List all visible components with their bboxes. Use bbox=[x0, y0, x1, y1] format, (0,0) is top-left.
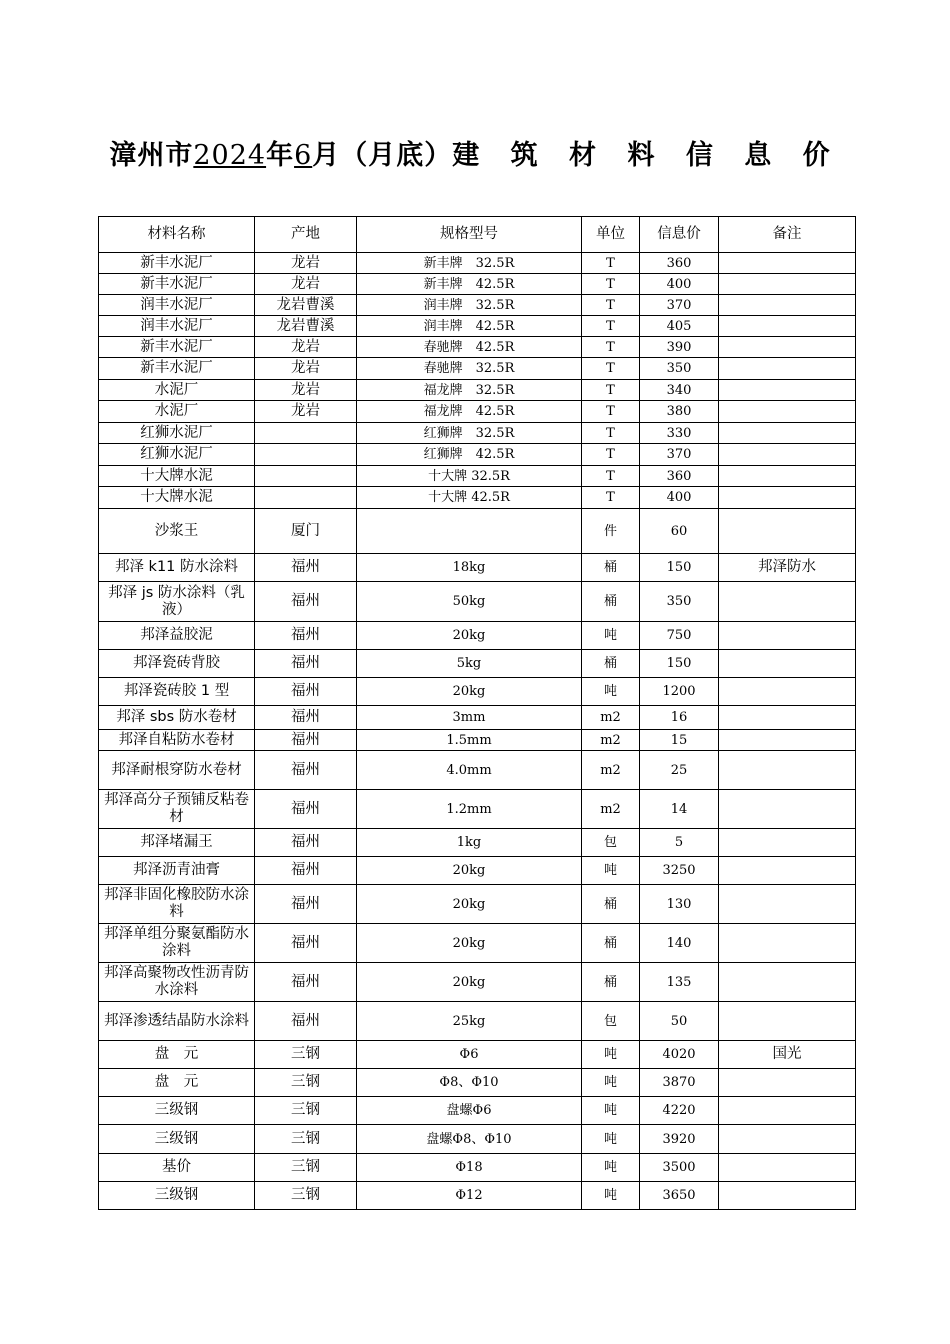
cell-unit: 吨 bbox=[582, 1041, 640, 1069]
cell-material-name: 邦泽渗透结晶防水涂料 bbox=[99, 1002, 255, 1041]
cell-unit: 吨 bbox=[582, 1125, 640, 1154]
cell-material-name: 邦泽自粘防水卷材 bbox=[99, 730, 255, 751]
cell-unit: 件 bbox=[582, 509, 640, 554]
cell-price: 370 bbox=[640, 295, 719, 316]
cell-unit: 桶 bbox=[582, 963, 640, 1002]
cell-spec: 红狮牌 42.5R bbox=[357, 444, 582, 466]
table-row bbox=[99, 1041, 856, 1069]
table-header-row bbox=[99, 217, 856, 253]
cell-price: 1200 bbox=[640, 678, 719, 706]
cell-unit: m2 bbox=[582, 790, 640, 829]
cell-origin: 福州 bbox=[255, 857, 357, 885]
cell-unit: T bbox=[582, 316, 640, 337]
cell-material-name: 盘 元 bbox=[99, 1069, 255, 1097]
cell-material-name: 新丰水泥厂 bbox=[99, 274, 255, 295]
table-row bbox=[99, 295, 856, 316]
table-row bbox=[99, 582, 856, 622]
cell-remark bbox=[719, 509, 856, 554]
header-spec: 规格型号 bbox=[357, 217, 582, 253]
cell-material-name: 邦泽高分子预铺反粘卷材 bbox=[99, 790, 255, 829]
cell-remark bbox=[719, 1125, 856, 1154]
table-row bbox=[99, 730, 856, 751]
cell-remark bbox=[719, 857, 856, 885]
cell-price: 3920 bbox=[640, 1125, 719, 1154]
cell-spec: 1.2mm bbox=[357, 790, 582, 829]
cell-material-name: 润丰水泥厂 bbox=[99, 316, 255, 337]
cell-origin: 三钢 bbox=[255, 1069, 357, 1097]
cell-spec: 新丰牌 42.5R bbox=[357, 274, 582, 295]
cell-spec: 十大牌 32.5R bbox=[357, 466, 582, 487]
cell-unit: T bbox=[582, 466, 640, 487]
table-row bbox=[99, 622, 856, 650]
cell-origin: 三钢 bbox=[255, 1097, 357, 1125]
cell-material-name: 邦泽益胶泥 bbox=[99, 622, 255, 650]
cell-material-name: 十大牌水泥 bbox=[99, 466, 255, 487]
page-title bbox=[0, 133, 950, 172]
cell-material-name: 新丰水泥厂 bbox=[99, 337, 255, 358]
cell-origin: 福州 bbox=[255, 678, 357, 706]
table-row bbox=[99, 650, 856, 678]
table-row bbox=[99, 678, 856, 706]
cell-price: 50 bbox=[640, 1002, 719, 1041]
cell-price: 405 bbox=[640, 316, 719, 337]
cell-material-name: 邦泽耐根穿防水卷材 bbox=[99, 751, 255, 790]
cell-origin bbox=[255, 487, 357, 509]
cell-unit: 包 bbox=[582, 829, 640, 857]
cell-remark bbox=[719, 466, 856, 487]
table-row bbox=[99, 358, 856, 380]
cell-remark bbox=[719, 622, 856, 650]
cell-price: 3250 bbox=[640, 857, 719, 885]
cell-origin: 龙岩 bbox=[255, 253, 357, 274]
cell-price: 380 bbox=[640, 401, 719, 423]
cell-origin: 福州 bbox=[255, 885, 357, 924]
table-row bbox=[99, 1069, 856, 1097]
cell-spec: 盘螺Φ8、Φ10 bbox=[357, 1125, 582, 1154]
cell-unit: 包 bbox=[582, 1002, 640, 1041]
cell-spec: Φ8、Φ10 bbox=[357, 1069, 582, 1097]
cell-price: 135 bbox=[640, 963, 719, 1002]
cell-origin bbox=[255, 423, 357, 444]
cell-material-name: 红狮水泥厂 bbox=[99, 423, 255, 444]
cell-remark bbox=[719, 295, 856, 316]
table-row bbox=[99, 1125, 856, 1154]
cell-unit: 吨 bbox=[582, 1097, 640, 1125]
header-origin: 产地 bbox=[255, 217, 357, 253]
cell-origin: 龙岩 bbox=[255, 274, 357, 295]
cell-material-name: 基价 bbox=[99, 1154, 255, 1182]
cell-material-name: 沙浆王 bbox=[99, 509, 255, 554]
cell-material-name: 邦泽高聚物改性沥青防水涂料 bbox=[99, 963, 255, 1002]
cell-material-name: 邦泽瓷砖胶 1 型 bbox=[99, 678, 255, 706]
header-remark: 备注 bbox=[719, 217, 856, 253]
cell-spec: 春驰牌 42.5R bbox=[357, 337, 582, 358]
cell-material-name: 邦泽 js 防水涂料（乳液） bbox=[99, 582, 255, 622]
cell-remark bbox=[719, 253, 856, 274]
cell-origin: 三钢 bbox=[255, 1041, 357, 1069]
title-month: 6 bbox=[294, 140, 313, 171]
cell-remark bbox=[719, 1182, 856, 1210]
cell-unit: 桶 bbox=[582, 885, 640, 924]
cell-spec: 十大牌 42.5R bbox=[357, 487, 582, 509]
cell-remark bbox=[719, 751, 856, 790]
table-row bbox=[99, 423, 856, 444]
cell-price: 140 bbox=[640, 924, 719, 963]
cell-unit: 桶 bbox=[582, 554, 640, 582]
cell-remark bbox=[719, 582, 856, 622]
cell-spec: 1kg bbox=[357, 829, 582, 857]
cell-price: 350 bbox=[640, 582, 719, 622]
cell-spec: 红狮牌 32.5R bbox=[357, 423, 582, 444]
cell-price: 130 bbox=[640, 885, 719, 924]
cell-spec bbox=[357, 509, 582, 554]
cell-origin: 福州 bbox=[255, 622, 357, 650]
cell-material-name: 新丰水泥厂 bbox=[99, 358, 255, 380]
cell-material-name: 邦泽沥青油膏 bbox=[99, 857, 255, 885]
cell-remark bbox=[719, 423, 856, 444]
cell-remark bbox=[719, 1002, 856, 1041]
cell-unit: 桶 bbox=[582, 582, 640, 622]
cell-origin: 三钢 bbox=[255, 1182, 357, 1210]
table-row bbox=[99, 253, 856, 274]
title-year-suffix: 年 bbox=[266, 140, 295, 171]
table-row bbox=[99, 466, 856, 487]
table-row bbox=[99, 509, 856, 554]
cell-price: 60 bbox=[640, 509, 719, 554]
cell-remark bbox=[719, 274, 856, 295]
cell-material-name: 邦泽非固化橡胶防水涂料 bbox=[99, 885, 255, 924]
title-prefix: 漳州市 bbox=[109, 140, 194, 171]
cell-remark bbox=[719, 790, 856, 829]
cell-material-name: 邦泽瓷砖背胶 bbox=[99, 650, 255, 678]
table-row bbox=[99, 554, 856, 582]
cell-remark bbox=[719, 678, 856, 706]
cell-spec: 20kg bbox=[357, 885, 582, 924]
cell-remark bbox=[719, 829, 856, 857]
cell-origin: 龙岩 bbox=[255, 401, 357, 423]
cell-origin: 三钢 bbox=[255, 1154, 357, 1182]
price-table-body bbox=[99, 217, 856, 1210]
cell-origin: 龙岩 bbox=[255, 337, 357, 358]
cell-remark bbox=[719, 401, 856, 423]
title-month-suffix: 月（月底） bbox=[312, 140, 453, 171]
cell-material-name: 三级钢 bbox=[99, 1125, 255, 1154]
cell-spec: 25kg bbox=[357, 1002, 582, 1041]
table-row bbox=[99, 885, 856, 924]
cell-material-name: 三级钢 bbox=[99, 1097, 255, 1125]
cell-unit: 吨 bbox=[582, 857, 640, 885]
cell-spec: 盘螺Φ6 bbox=[357, 1097, 582, 1125]
table-row bbox=[99, 444, 856, 466]
cell-price: 750 bbox=[640, 622, 719, 650]
cell-origin: 龙岩 bbox=[255, 358, 357, 380]
table-row bbox=[99, 829, 856, 857]
cell-remark bbox=[719, 1097, 856, 1125]
cell-unit: 吨 bbox=[582, 622, 640, 650]
cell-unit: T bbox=[582, 253, 640, 274]
table-row bbox=[99, 924, 856, 963]
cell-price: 150 bbox=[640, 650, 719, 678]
cell-remark bbox=[719, 358, 856, 380]
cell-remark bbox=[719, 924, 856, 963]
cell-remark bbox=[719, 885, 856, 924]
cell-unit: 吨 bbox=[582, 1069, 640, 1097]
cell-origin: 福州 bbox=[255, 751, 357, 790]
cell-unit: T bbox=[582, 358, 640, 380]
cell-price: 4020 bbox=[640, 1041, 719, 1069]
cell-origin: 龙岩 bbox=[255, 380, 357, 401]
cell-unit: m2 bbox=[582, 706, 640, 730]
cell-spec: 福龙牌 32.5R bbox=[357, 380, 582, 401]
cell-spec: 20kg bbox=[357, 924, 582, 963]
cell-unit: T bbox=[582, 295, 640, 316]
cell-origin: 福州 bbox=[255, 829, 357, 857]
cell-remark: 国光 bbox=[719, 1041, 856, 1069]
cell-origin: 福州 bbox=[255, 730, 357, 751]
cell-origin bbox=[255, 466, 357, 487]
table-row bbox=[99, 380, 856, 401]
cell-spec: 18kg bbox=[357, 554, 582, 582]
cell-spec: 1.5mm bbox=[357, 730, 582, 751]
cell-remark bbox=[719, 650, 856, 678]
table-row bbox=[99, 1097, 856, 1125]
table-row bbox=[99, 857, 856, 885]
table-row bbox=[99, 790, 856, 829]
cell-remark bbox=[719, 1069, 856, 1097]
cell-spec: 20kg bbox=[357, 622, 582, 650]
cell-material-name: 红狮水泥厂 bbox=[99, 444, 255, 466]
cell-origin: 福州 bbox=[255, 1002, 357, 1041]
cell-unit: 吨 bbox=[582, 678, 640, 706]
header-price: 信息价 bbox=[640, 217, 719, 253]
cell-material-name: 盘 元 bbox=[99, 1041, 255, 1069]
cell-price: 14 bbox=[640, 790, 719, 829]
cell-spec: Φ12 bbox=[357, 1182, 582, 1210]
cell-spec: 福龙牌 42.5R bbox=[357, 401, 582, 423]
cell-unit: T bbox=[582, 274, 640, 295]
title-year: 2024 bbox=[193, 140, 267, 171]
cell-price: 360 bbox=[640, 253, 719, 274]
cell-price: 25 bbox=[640, 751, 719, 790]
cell-remark: 邦泽防水 bbox=[719, 554, 856, 582]
title-main: 建 筑 材 料 信 息 价 bbox=[452, 140, 841, 171]
cell-price: 370 bbox=[640, 444, 719, 466]
price-table bbox=[98, 216, 856, 1210]
table-row bbox=[99, 487, 856, 509]
cell-spec: 新丰牌 32.5R bbox=[357, 253, 582, 274]
cell-material-name: 邦泽 sbs 防水卷材 bbox=[99, 706, 255, 730]
cell-unit: T bbox=[582, 423, 640, 444]
table-row bbox=[99, 1154, 856, 1182]
cell-unit: 吨 bbox=[582, 1154, 640, 1182]
table-row bbox=[99, 401, 856, 423]
cell-origin: 三钢 bbox=[255, 1125, 357, 1154]
table-row bbox=[99, 1002, 856, 1041]
cell-price: 3650 bbox=[640, 1182, 719, 1210]
cell-material-name: 十大牌水泥 bbox=[99, 487, 255, 509]
cell-material-name: 三级钢 bbox=[99, 1182, 255, 1210]
cell-remark bbox=[719, 730, 856, 751]
header-material-name: 材料名称 bbox=[99, 217, 255, 253]
cell-remark bbox=[719, 487, 856, 509]
cell-remark bbox=[719, 316, 856, 337]
cell-price: 16 bbox=[640, 706, 719, 730]
cell-origin: 福州 bbox=[255, 554, 357, 582]
cell-spec: 5kg bbox=[357, 650, 582, 678]
cell-material-name: 新丰水泥厂 bbox=[99, 253, 255, 274]
table-row bbox=[99, 337, 856, 358]
cell-origin: 龙岩曹溪 bbox=[255, 316, 357, 337]
cell-origin: 福州 bbox=[255, 790, 357, 829]
cell-remark bbox=[719, 444, 856, 466]
table-row bbox=[99, 274, 856, 295]
cell-unit: 吨 bbox=[582, 1182, 640, 1210]
cell-price: 3870 bbox=[640, 1069, 719, 1097]
table-row bbox=[99, 316, 856, 337]
cell-origin: 厦门 bbox=[255, 509, 357, 554]
cell-price: 330 bbox=[640, 423, 719, 444]
cell-spec: 50kg bbox=[357, 582, 582, 622]
cell-price: 390 bbox=[640, 337, 719, 358]
cell-unit: T bbox=[582, 337, 640, 358]
cell-price: 15 bbox=[640, 730, 719, 751]
cell-spec: 20kg bbox=[357, 963, 582, 1002]
cell-price: 3500 bbox=[640, 1154, 719, 1182]
cell-spec: Φ6 bbox=[357, 1041, 582, 1069]
cell-material-name: 水泥厂 bbox=[99, 380, 255, 401]
cell-origin: 福州 bbox=[255, 924, 357, 963]
cell-spec: 3mm bbox=[357, 706, 582, 730]
table-row bbox=[99, 706, 856, 730]
cell-remark bbox=[719, 963, 856, 1002]
cell-price: 360 bbox=[640, 466, 719, 487]
cell-spec: Φ18 bbox=[357, 1154, 582, 1182]
cell-remark bbox=[719, 380, 856, 401]
cell-price: 340 bbox=[640, 380, 719, 401]
table-row bbox=[99, 1182, 856, 1210]
cell-remark bbox=[719, 1154, 856, 1182]
cell-material-name: 邦泽堵漏王 bbox=[99, 829, 255, 857]
cell-unit: T bbox=[582, 487, 640, 509]
header-unit: 单位 bbox=[582, 217, 640, 253]
cell-material-name: 邦泽单组分聚氨酯防水涂料 bbox=[99, 924, 255, 963]
cell-price: 4220 bbox=[640, 1097, 719, 1125]
cell-spec: 润丰牌 42.5R bbox=[357, 316, 582, 337]
cell-material-name: 润丰水泥厂 bbox=[99, 295, 255, 316]
cell-price: 150 bbox=[640, 554, 719, 582]
cell-spec: 4.0mm bbox=[357, 751, 582, 790]
cell-unit: T bbox=[582, 444, 640, 466]
cell-spec: 春驰牌 32.5R bbox=[357, 358, 582, 380]
cell-price: 400 bbox=[640, 274, 719, 295]
cell-unit: m2 bbox=[582, 730, 640, 751]
cell-origin: 福州 bbox=[255, 706, 357, 730]
cell-spec: 20kg bbox=[357, 678, 582, 706]
cell-remark bbox=[719, 706, 856, 730]
cell-material-name: 水泥厂 bbox=[99, 401, 255, 423]
cell-origin bbox=[255, 444, 357, 466]
cell-price: 400 bbox=[640, 487, 719, 509]
cell-origin: 福州 bbox=[255, 582, 357, 622]
cell-origin: 福州 bbox=[255, 963, 357, 1002]
cell-unit: 桶 bbox=[582, 924, 640, 963]
cell-origin: 福州 bbox=[255, 650, 357, 678]
cell-price: 5 bbox=[640, 829, 719, 857]
cell-remark bbox=[719, 337, 856, 358]
cell-unit: m2 bbox=[582, 751, 640, 790]
cell-spec: 20kg bbox=[357, 857, 582, 885]
cell-spec: 润丰牌 32.5R bbox=[357, 295, 582, 316]
table-row bbox=[99, 751, 856, 790]
table-row bbox=[99, 963, 856, 1002]
cell-unit: 桶 bbox=[582, 650, 640, 678]
cell-unit: T bbox=[582, 380, 640, 401]
cell-material-name: 邦泽 k11 防水涂料 bbox=[99, 554, 255, 582]
cell-unit: T bbox=[582, 401, 640, 423]
cell-price: 350 bbox=[640, 358, 719, 380]
cell-origin: 龙岩曹溪 bbox=[255, 295, 357, 316]
